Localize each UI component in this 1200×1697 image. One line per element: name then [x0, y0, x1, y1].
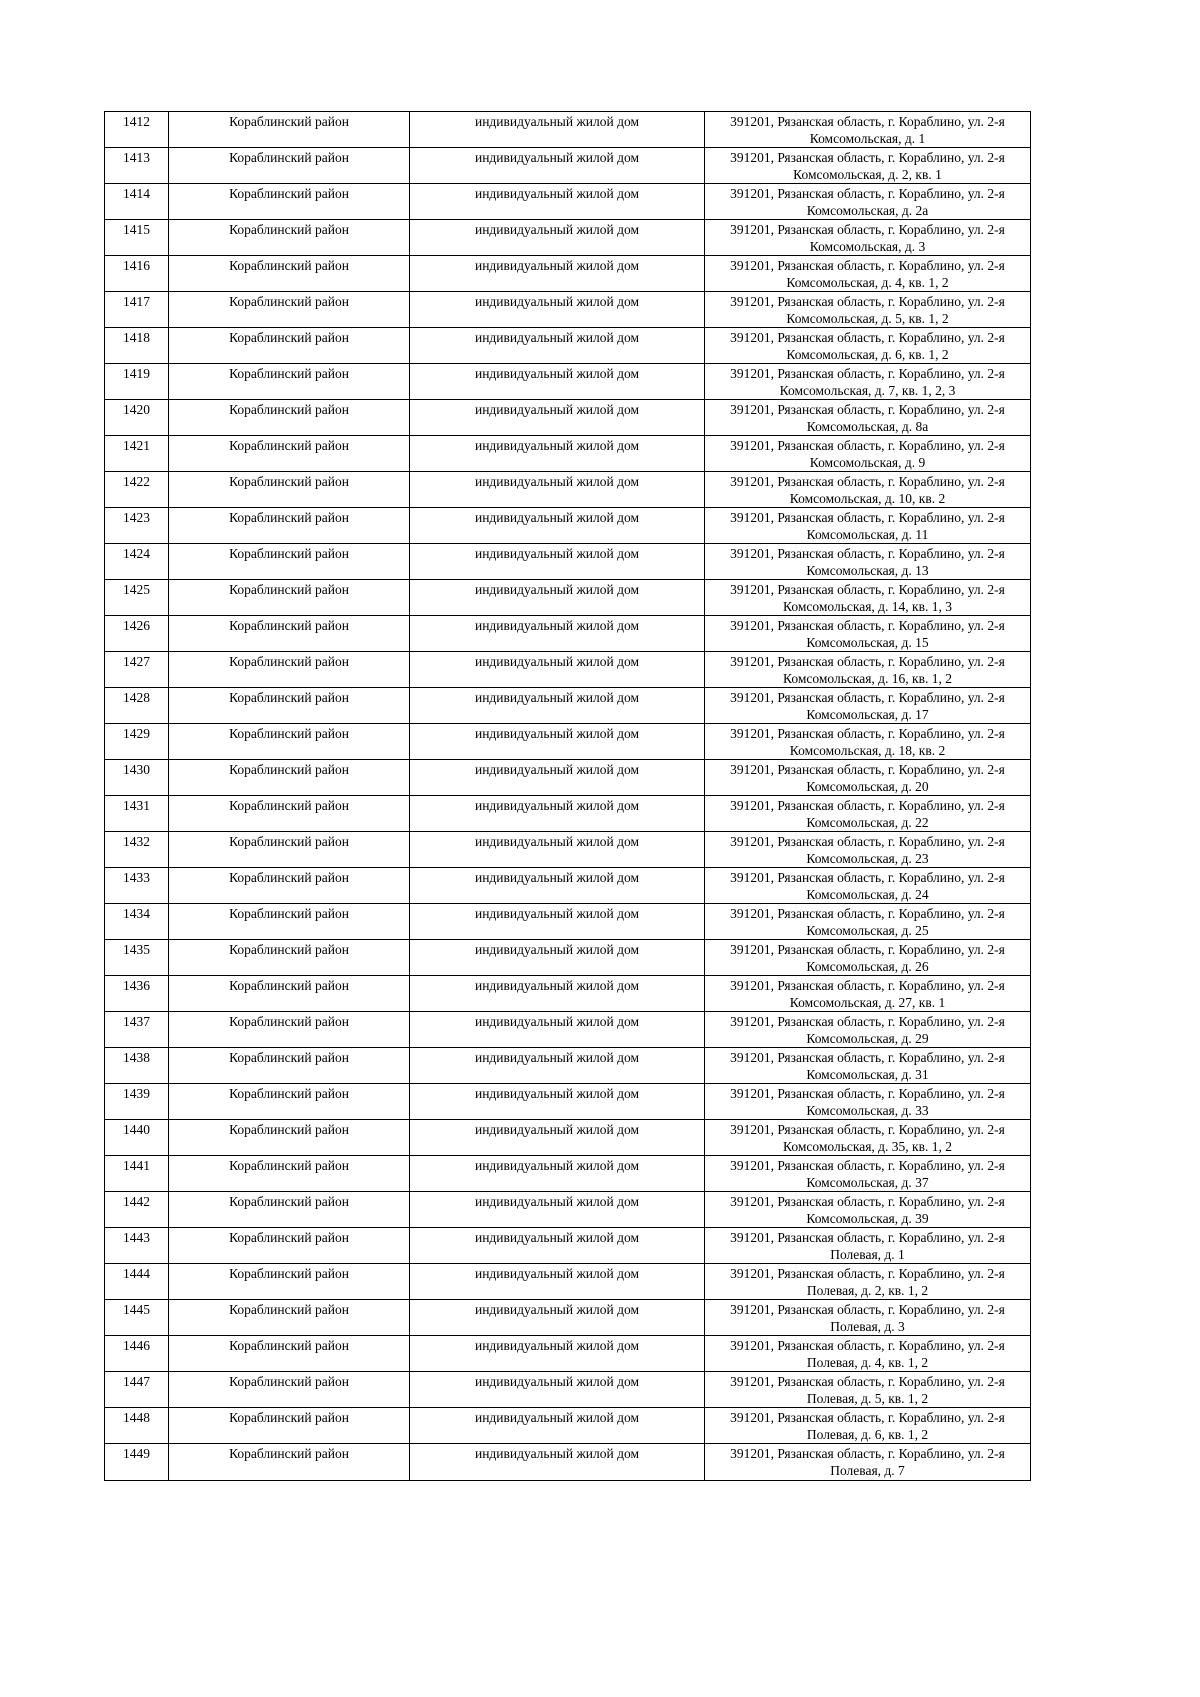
- district-cell: Кораблинский район: [169, 436, 410, 472]
- building-type-cell: индивидуальный жилой дом: [410, 364, 705, 400]
- address-line-2: Комсомольская, д. 24: [806, 887, 929, 902]
- table-row: [105, 184, 1031, 220]
- table-row: [105, 904, 1031, 940]
- building-type-cell: индивидуальный жилой дом: [410, 904, 705, 940]
- building-type-cell: индивидуальный жилой дом: [410, 256, 705, 292]
- building-type-cell: индивидуальный жилой дом: [410, 1192, 705, 1228]
- address-line-2: Комсомольская, д. 29: [806, 1031, 929, 1046]
- table-row: [105, 868, 1031, 904]
- district-cell: Кораблинский район: [169, 328, 410, 364]
- district-cell: Кораблинский район: [169, 1300, 410, 1336]
- address-cell: [705, 400, 1031, 436]
- address-line-1: 391201, Рязанская область, г. Кораблино, ул. 2-я: [730, 870, 1005, 885]
- address-cell: [705, 904, 1031, 940]
- row-number-cell: 1437: [105, 1012, 169, 1048]
- row-number-cell: 1420: [105, 400, 169, 436]
- table-row: [105, 1084, 1031, 1120]
- table-row: [105, 544, 1031, 580]
- row-number-cell: 1422: [105, 472, 169, 508]
- building-type-cell: индивидуальный жилой дом: [410, 1444, 705, 1481]
- address-cell: [705, 1408, 1031, 1444]
- address-line-2: Комсомольская, д. 17: [806, 707, 929, 722]
- district-cell: Кораблинский район: [169, 724, 410, 760]
- address-line-2: Комсомольская, д. 8а: [806, 419, 929, 434]
- address-cell: [705, 472, 1031, 508]
- district-cell: Кораблинский район: [169, 652, 410, 688]
- row-number-cell: 1412: [105, 112, 169, 148]
- address-line-2: Комсомольская, д. 26: [806, 959, 929, 974]
- table-row: [105, 292, 1031, 328]
- building-type-cell: индивидуальный жилой дом: [410, 328, 705, 364]
- address-line-2: Комсомольская, д. 39: [806, 1211, 929, 1226]
- address-cell: [705, 112, 1031, 148]
- address-cell: [705, 796, 1031, 832]
- address-line-1: 391201, Рязанская область, г. Кораблино, ул. 2-я: [730, 1122, 1005, 1137]
- address-line-2: Комсомольская, д. 7, кв. 1, 2, 3: [779, 383, 956, 398]
- address-line-1: 391201, Рязанская область, г. Кораблино, ул. 2-я: [730, 582, 1005, 597]
- building-type-cell: индивидуальный жилой дом: [410, 580, 705, 616]
- address-line-1: 391201, Рязанская область, г. Кораблино, ул. 2-я: [730, 1086, 1005, 1101]
- address-line-2: Комсомольская, д. 11: [806, 527, 929, 542]
- building-type-cell: индивидуальный жилой дом: [410, 976, 705, 1012]
- address-line-2: Комсомольская, д. 1: [809, 131, 926, 146]
- table-row: [105, 1264, 1031, 1300]
- building-type-cell: индивидуальный жилой дом: [410, 1048, 705, 1084]
- address-cell: [705, 724, 1031, 760]
- district-cell: Кораблинский район: [169, 760, 410, 796]
- address-cell: [705, 580, 1031, 616]
- building-type-cell: индивидуальный жилой дом: [410, 688, 705, 724]
- address-line-2: Комсомольская, д. 2а: [806, 203, 929, 218]
- district-cell: Кораблинский район: [169, 1444, 410, 1481]
- table-row: [105, 796, 1031, 832]
- building-type-cell: индивидуальный жилой дом: [410, 508, 705, 544]
- district-cell: Кораблинский район: [169, 1084, 410, 1120]
- table-body: [105, 112, 1031, 1481]
- address-cell: [705, 508, 1031, 544]
- address-line-2: Комсомольская, д. 15: [806, 635, 929, 650]
- housing-registry-table: [104, 111, 1031, 1481]
- table-row: [105, 1120, 1031, 1156]
- address-line-2: Комсомольская, д. 33: [806, 1103, 929, 1118]
- building-type-cell: индивидуальный жилой дом: [410, 1120, 705, 1156]
- table-row: [105, 976, 1031, 1012]
- building-type-cell: индивидуальный жилой дом: [410, 940, 705, 976]
- address-line-1: 391201, Рязанская область, г. Кораблино, ул. 2-я: [730, 618, 1005, 633]
- row-number-cell: 1421: [105, 436, 169, 472]
- address-line-1: 391201, Рязанская область, г. Кораблино, ул. 2-я: [730, 690, 1005, 705]
- row-number-cell: 1423: [105, 508, 169, 544]
- address-line-1: 391201, Рязанская область, г. Кораблино, ул. 2-я: [730, 438, 1005, 453]
- address-line-1: 391201, Рязанская область, г. Кораблино, ул. 2-я: [730, 654, 1005, 669]
- address-line-1: 391201, Рязанская область, г. Кораблино, ул. 2-я: [730, 1266, 1005, 1281]
- row-number-cell: 1447: [105, 1372, 169, 1408]
- address-cell: [705, 544, 1031, 580]
- building-type-cell: индивидуальный жилой дом: [410, 1336, 705, 1372]
- row-number-cell: 1448: [105, 1408, 169, 1444]
- table-row: [105, 328, 1031, 364]
- address-cell: [705, 148, 1031, 184]
- building-type-cell: индивидуальный жилой дом: [410, 1156, 705, 1192]
- address-cell: [705, 1048, 1031, 1084]
- row-number-cell: 1443: [105, 1228, 169, 1264]
- building-type-cell: индивидуальный жилой дом: [410, 400, 705, 436]
- table-row: [105, 1408, 1031, 1444]
- row-number-cell: 1414: [105, 184, 169, 220]
- address-line-1: 391201, Рязанская область, г. Кораблино, ул. 2-я: [730, 150, 1005, 165]
- building-type-cell: индивидуальный жилой дом: [410, 796, 705, 832]
- table-row: [105, 472, 1031, 508]
- district-cell: Кораблинский район: [169, 940, 410, 976]
- address-line-1: 391201, Рязанская область, г. Кораблино, ул. 2-я: [730, 1230, 1005, 1245]
- row-number-cell: 1449: [105, 1444, 169, 1481]
- address-line-1: 391201, Рязанская область, г. Кораблино, ул. 2-я: [730, 1014, 1005, 1029]
- address-line-2: Комсомольская, д. 31: [806, 1067, 929, 1082]
- table-row: [105, 1012, 1031, 1048]
- address-line-1: 391201, Рязанская область, г. Кораблино, ул. 2-я: [730, 510, 1005, 525]
- table-row: [105, 1192, 1031, 1228]
- row-number-cell: 1442: [105, 1192, 169, 1228]
- address-cell: [705, 1156, 1031, 1192]
- address-cell: [705, 1120, 1031, 1156]
- district-cell: Кораблинский район: [169, 832, 410, 868]
- address-cell: [705, 1336, 1031, 1372]
- address-cell: [705, 940, 1031, 976]
- district-cell: Кораблинский район: [169, 868, 410, 904]
- row-number-cell: 1429: [105, 724, 169, 760]
- building-type-cell: индивидуальный жилой дом: [410, 1084, 705, 1120]
- table-row: [105, 940, 1031, 976]
- row-number-cell: 1415: [105, 220, 169, 256]
- district-cell: Кораблинский район: [169, 1264, 410, 1300]
- address-cell: [705, 184, 1031, 220]
- address-line-1: 391201, Рязанская область, г. Кораблино, ул. 2-я: [730, 258, 1005, 273]
- address-cell: [705, 1372, 1031, 1408]
- table-row: [105, 1156, 1031, 1192]
- district-cell: Кораблинский район: [169, 1372, 410, 1408]
- district-cell: Кораблинский район: [169, 904, 410, 940]
- table-row: [105, 1336, 1031, 1372]
- building-type-cell: индивидуальный жилой дом: [410, 1012, 705, 1048]
- row-number-cell: 1445: [105, 1300, 169, 1336]
- district-cell: Кораблинский район: [169, 472, 410, 508]
- table-row: [105, 1048, 1031, 1084]
- address-line-1: 391201, Рязанская область, г. Кораблино, ул. 2-я: [730, 1338, 1005, 1353]
- row-number-cell: 1416: [105, 256, 169, 292]
- district-cell: Кораблинский район: [169, 688, 410, 724]
- table-row: [105, 1228, 1031, 1264]
- building-type-cell: индивидуальный жилой дом: [410, 220, 705, 256]
- building-type-cell: индивидуальный жилой дом: [410, 1228, 705, 1264]
- district-cell: Кораблинский район: [169, 1228, 410, 1264]
- address-line-1: 391201, Рязанская область, г. Кораблино, ул. 2-я: [730, 114, 1005, 129]
- row-number-cell: 1428: [105, 688, 169, 724]
- address-line-1: 391201, Рязанская область, г. Кораблино, ул. 2-я: [730, 762, 1005, 777]
- address-line-2: Полевая, д. 2, кв. 1, 2: [806, 1283, 929, 1298]
- address-line-1: 391201, Рязанская область, г. Кораблино, ул. 2-я: [730, 1158, 1005, 1173]
- address-cell: [705, 220, 1031, 256]
- address-line-1: 391201, Рязанская область, г. Кораблино, ул. 2-я: [730, 906, 1005, 921]
- address-line-2: Комсомольская, д. 20: [806, 779, 929, 794]
- address-line-2: Комсомольская, д. 4, кв. 1, 2: [786, 275, 949, 290]
- row-number-cell: 1439: [105, 1084, 169, 1120]
- building-type-cell: индивидуальный жилой дом: [410, 112, 705, 148]
- row-number-cell: 1446: [105, 1336, 169, 1372]
- row-number-cell: 1424: [105, 544, 169, 580]
- address-line-2: Комсомольская, д. 13: [806, 563, 929, 578]
- district-cell: Кораблинский район: [169, 292, 410, 328]
- address-line-1: 391201, Рязанская область, г. Кораблино, ул. 2-я: [730, 546, 1005, 561]
- table-row: [105, 112, 1031, 148]
- address-line-1: 391201, Рязанская область, г. Кораблино, ул. 2-я: [730, 978, 1005, 993]
- district-cell: Кораблинский район: [169, 220, 410, 256]
- address-line-2: Полевая, д. 6, кв. 1, 2: [806, 1427, 929, 1442]
- address-cell: [705, 292, 1031, 328]
- address-line-1: 391201, Рязанская область, г. Кораблино, ул. 2-я: [730, 726, 1005, 741]
- address-line-2: Комсомольская, д. 23: [806, 851, 929, 866]
- table-row: [105, 580, 1031, 616]
- district-cell: Кораблинский район: [169, 256, 410, 292]
- row-number-cell: 1436: [105, 976, 169, 1012]
- district-cell: Кораблинский район: [169, 112, 410, 148]
- address-cell: [705, 652, 1031, 688]
- table-row: [105, 724, 1031, 760]
- address-line-2: Комсомольская, д. 18, кв. 2: [789, 743, 946, 758]
- table-row: [105, 148, 1031, 184]
- building-type-cell: индивидуальный жилой дом: [410, 1408, 705, 1444]
- address-line-2: Комсомольская, д. 37: [806, 1175, 929, 1190]
- address-line-1: 391201, Рязанская область, г. Кораблино, ул. 2-я: [730, 294, 1005, 309]
- building-type-cell: индивидуальный жилой дом: [410, 1300, 705, 1336]
- district-cell: Кораблинский район: [169, 1156, 410, 1192]
- address-line-2: Комсомольская, д. 10, кв. 2: [789, 491, 946, 506]
- table-row: [105, 400, 1031, 436]
- building-type-cell: индивидуальный жилой дом: [410, 292, 705, 328]
- district-cell: Кораблинский район: [169, 400, 410, 436]
- table-row: [105, 436, 1031, 472]
- address-line-2: Комсомольская, д. 2, кв. 1: [793, 167, 942, 182]
- address-cell: [705, 256, 1031, 292]
- row-number-cell: 1444: [105, 1264, 169, 1300]
- building-type-cell: индивидуальный жилой дом: [410, 148, 705, 184]
- district-cell: Кораблинский район: [169, 1408, 410, 1444]
- address-line-1: 391201, Рязанская область, г. Кораблино, ул. 2-я: [730, 798, 1005, 813]
- table-row: [105, 364, 1031, 400]
- district-cell: Кораблинский район: [169, 796, 410, 832]
- district-cell: Кораблинский район: [169, 1192, 410, 1228]
- address-cell: [705, 832, 1031, 868]
- building-type-cell: индивидуальный жилой дом: [410, 1264, 705, 1300]
- building-type-cell: индивидуальный жилой дом: [410, 184, 705, 220]
- district-cell: Кораблинский район: [169, 544, 410, 580]
- district-cell: Кораблинский район: [169, 148, 410, 184]
- row-number-cell: 1432: [105, 832, 169, 868]
- row-number-cell: 1419: [105, 364, 169, 400]
- address-cell: [705, 364, 1031, 400]
- building-type-cell: индивидуальный жилой дом: [410, 616, 705, 652]
- district-cell: Кораблинский район: [169, 616, 410, 652]
- district-cell: Кораблинский район: [169, 976, 410, 1012]
- row-number-cell: 1431: [105, 796, 169, 832]
- row-number-cell: 1430: [105, 760, 169, 796]
- district-cell: Кораблинский район: [169, 1012, 410, 1048]
- address-cell: [705, 616, 1031, 652]
- address-line-2: Комсомольская, д. 3: [809, 239, 926, 254]
- address-line-2: Комсомольская, д. 22: [806, 815, 929, 830]
- address-cell: [705, 1228, 1031, 1264]
- district-cell: Кораблинский район: [169, 1048, 410, 1084]
- table-row: [105, 652, 1031, 688]
- address-line-1: 391201, Рязанская область, г. Кораблино, ул. 2-я: [730, 1374, 1005, 1389]
- address-cell: [705, 868, 1031, 904]
- row-number-cell: 1435: [105, 940, 169, 976]
- address-line-1: 391201, Рязанская область, г. Кораблино, ул. 2-я: [730, 1302, 1005, 1317]
- address-cell: [705, 1264, 1031, 1300]
- district-cell: Кораблинский район: [169, 364, 410, 400]
- building-type-cell: индивидуальный жилой дом: [410, 724, 705, 760]
- address-line-1: 391201, Рязанская область, г. Кораблино, ул. 2-я: [730, 1446, 1005, 1461]
- row-number-cell: 1418: [105, 328, 169, 364]
- table-row: [105, 832, 1031, 868]
- table-row: [105, 508, 1031, 544]
- address-cell: [705, 328, 1031, 364]
- table-row: [105, 1372, 1031, 1408]
- address-line-1: 391201, Рязанская область, г. Кораблино, ул. 2-я: [730, 1410, 1005, 1425]
- row-number-cell: 1417: [105, 292, 169, 328]
- district-cell: Кораблинский район: [169, 184, 410, 220]
- address-line-1: 391201, Рязанская область, г. Кораблино, ул. 2-я: [730, 1050, 1005, 1065]
- district-cell: Кораблинский район: [169, 580, 410, 616]
- row-number-cell: 1426: [105, 616, 169, 652]
- address-cell: [705, 1192, 1031, 1228]
- address-line-2: Полевая, д. 1: [830, 1247, 905, 1262]
- row-number-cell: 1440: [105, 1120, 169, 1156]
- district-cell: Кораблинский район: [169, 508, 410, 544]
- address-line-1: 391201, Рязанская область, г. Кораблино, ул. 2-я: [730, 1194, 1005, 1209]
- address-line-2: Комсомольская, д. 6, кв. 1, 2: [786, 347, 949, 362]
- address-line-1: 391201, Рязанская область, г. Кораблино, ул. 2-я: [730, 222, 1005, 237]
- table-row: [105, 688, 1031, 724]
- row-number-cell: 1413: [105, 148, 169, 184]
- table-row: [105, 256, 1031, 292]
- address-line-1: 391201, Рязанская область, г. Кораблино, ул. 2-я: [730, 402, 1005, 417]
- table-row: [105, 1444, 1031, 1481]
- row-number-cell: 1434: [105, 904, 169, 940]
- table-row: [105, 760, 1031, 796]
- address-line-2: Комсомольская, д. 27, кв. 1: [789, 995, 946, 1010]
- building-type-cell: индивидуальный жилой дом: [410, 760, 705, 796]
- address-line-2: Комсомольская, д. 35, кв. 1, 2: [783, 1139, 952, 1154]
- address-line-2: Полевая, д. 4, кв. 1, 2: [806, 1355, 929, 1370]
- address-line-2: Комсомольская, д. 25: [806, 923, 929, 938]
- table-row: [105, 1300, 1031, 1336]
- address-line-2: Комсомольская, д. 16, кв. 1, 2: [783, 671, 952, 686]
- address-line-2: Комсомольская, д. 9: [809, 455, 926, 470]
- building-type-cell: индивидуальный жилой дом: [410, 472, 705, 508]
- address-cell: [705, 760, 1031, 796]
- building-type-cell: индивидуальный жилой дом: [410, 832, 705, 868]
- address-cell: [705, 436, 1031, 472]
- address-line-1: 391201, Рязанская область, г. Кораблино, ул. 2-я: [730, 474, 1005, 489]
- address-cell: [705, 1300, 1031, 1336]
- table-row: [105, 220, 1031, 256]
- building-type-cell: индивидуальный жилой дом: [410, 652, 705, 688]
- address-line-2: Комсомольская, д. 5, кв. 1, 2: [786, 311, 949, 326]
- row-number-cell: 1425: [105, 580, 169, 616]
- address-cell: [705, 688, 1031, 724]
- address-line-1: 391201, Рязанская область, г. Кораблино, ул. 2-я: [730, 834, 1005, 849]
- table-row: [105, 616, 1031, 652]
- address-line-2: Полевая, д. 3: [830, 1319, 905, 1334]
- address-line-2: Комсомольская, д. 14, кв. 1, 3: [783, 599, 952, 614]
- building-type-cell: индивидуальный жилой дом: [410, 1372, 705, 1408]
- building-type-cell: индивидуальный жилой дом: [410, 436, 705, 472]
- address-line-1: 391201, Рязанская область, г. Кораблино, ул. 2-я: [730, 330, 1005, 345]
- district-cell: Кораблинский район: [169, 1336, 410, 1372]
- row-number-cell: 1438: [105, 1048, 169, 1084]
- building-type-cell: индивидуальный жилой дом: [410, 868, 705, 904]
- address-cell: [705, 1084, 1031, 1120]
- address-cell: [705, 1012, 1031, 1048]
- address-line-2: Полевая, д. 5, кв. 1, 2: [806, 1391, 929, 1406]
- building-type-cell: индивидуальный жилой дом: [410, 544, 705, 580]
- address-line-2: Полевая, д. 7: [830, 1463, 905, 1478]
- address-line-1: 391201, Рязанская область, г. Кораблино, ул. 2-я: [730, 942, 1005, 957]
- row-number-cell: 1427: [105, 652, 169, 688]
- address-cell: [705, 1444, 1031, 1481]
- row-number-cell: 1441: [105, 1156, 169, 1192]
- address-cell: [705, 976, 1031, 1012]
- row-number-cell: 1433: [105, 868, 169, 904]
- address-line-1: 391201, Рязанская область, г. Кораблино, ул. 2-я: [730, 186, 1005, 201]
- district-cell: Кораблинский район: [169, 1120, 410, 1156]
- address-line-1: 391201, Рязанская область, г. Кораблино, ул. 2-я: [730, 366, 1005, 381]
